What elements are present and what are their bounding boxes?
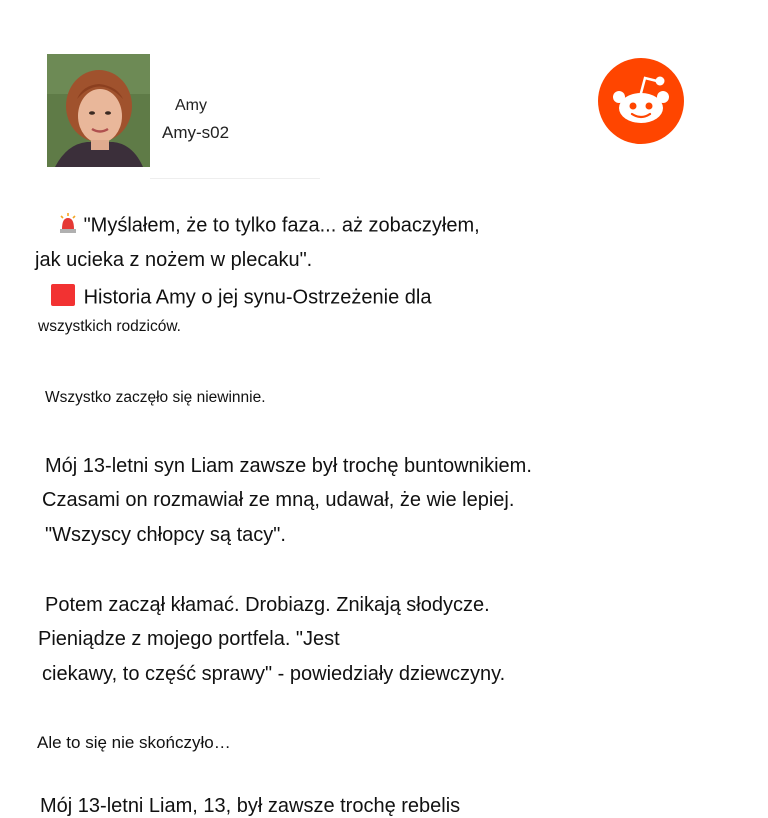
headline-line-2: jak ucieka z nożem w plecaku". [35,249,313,271]
paragraph-3-line-1: Potem zaczął kłamać. Drobiazg. Znikają słodycze. [45,594,490,616]
avatar [47,54,150,167]
subtitle-text-1: Historia Amy o jej synu-Ostrzeżenie dla [83,286,432,309]
divider [150,178,320,179]
subtitle-line-1 [50,282,431,314]
author-name[interactable]: Amy [175,97,207,114]
paragraph-3-line-2: Pieniądze z mojego portfela. "Jest [38,628,340,650]
subtitle-line-2: wszystkich rodziców. [38,318,181,335]
paragraph-2-line-1: Mój 13-letni syn Liam zawsze był trochę buntownikiem. [45,455,532,477]
paragraph-3-line-3: ciekawy, to część sprawy" - powiedziały dziewczyny. [42,663,506,685]
paragraph-5-partial: Mój 13-letni Liam, 13, był zawsze trochę rebelis [40,795,461,817]
paragraph-2-line-3: "Wszyscy chłopcy są tacy". [45,524,286,546]
paragraph-1: Wszystko zaczęło się niewinnie. [45,389,266,406]
red-square-icon [50,282,78,314]
paragraph-2-line-2: Czasami on rozmawiał ze mną, udawał, że wie lepiej. [42,489,515,511]
author-handle[interactable]: Amy-s02 [162,123,230,142]
headline-text-1: "Myślałem, że to tylko faza... aż zobaczyłem, [83,214,480,237]
reddit-logo-icon[interactable] [597,57,685,145]
headline-line-1 [58,212,480,240]
paragraph-4: Ale to się nie skończyło… [37,733,231,752]
police-light-icon [58,212,78,240]
